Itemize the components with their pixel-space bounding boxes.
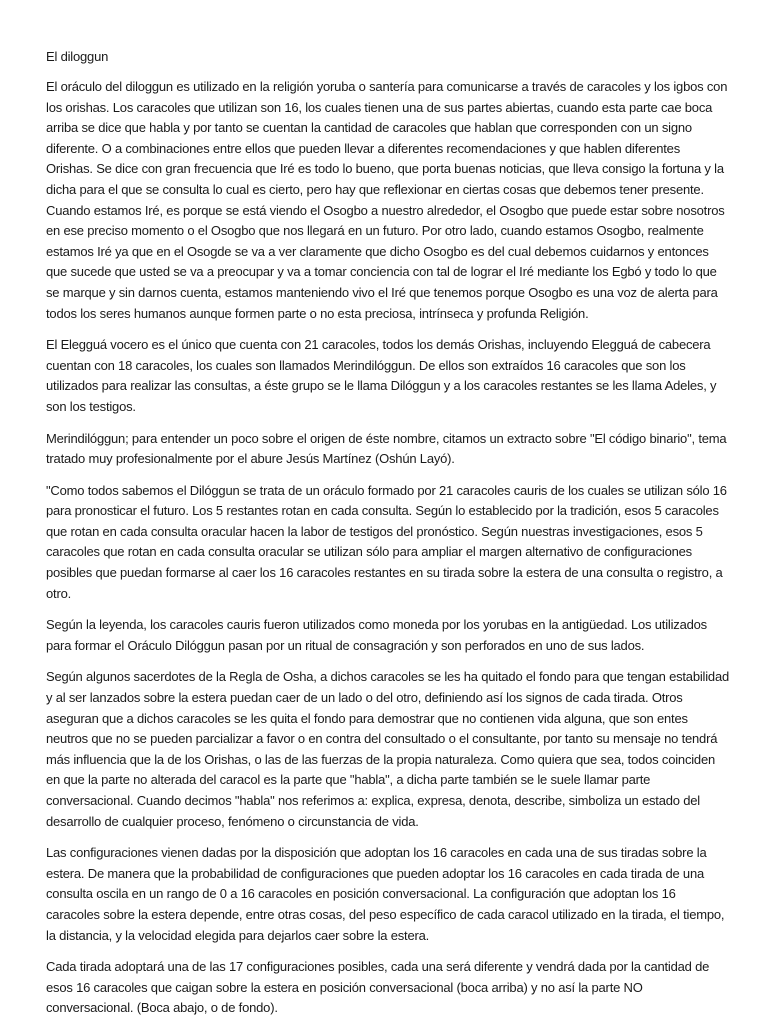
paragraph-7: Las configuraciones vienen dadas por la disposición que adoptan los 16 caracoles en cada una de sus tiradas sobre la estera. De manera que la probabilidad de configuraciones que pueden adoptar los 16 caracoles en cada tirada de una consulta oscila en un rango de 0 a 16 caracoles en posición conversacional. La configuración que adoptan los 16 caracoles sobre la estera depende, entre otras cosas, del peso específico de cada caracol utilizado en la tirada, el tiempo, la distancia, y la velocidad elegida para dejarlos caer sobre la estera. [46, 845, 725, 943]
paragraph-3: Merindilóggun; para entender un poco sobre el origen de éste nombre, citamos un extracto sobre "El código binario", tema tratado muy profesionalmente por el abure Jesús Martínez (Oshún Layó). [46, 430, 727, 467]
paragraph-5: Según la leyenda, los caracoles cauris fueron utilizados como moneda por los yorubas en la antigüedad. Los utilizados para formar el Oráculo Dilóggun pasan por un ritual de consagración y son perforados en uno de sus lados. [46, 617, 707, 653]
paragraph-6: Según algunos sacerdotes de la Regla de Osha, a dichos caracoles se les ha quitado el fondo para que tengan estabilidad y al ser lanzados sobre la estera puedan caer de un lado o del otro, definiendo así los signos de cada tirada. Otros aseguran que a dichos caracoles se les quita el fondo para demostrar que no contienen vida alguna, que son entes neutros que no se pueden parcializar a favor o en contra del consultado o el consultante, por tanto su mensaje no tendrá más influencia que la de los Orishas, o las de las fuerzas de la propia naturaleza. Como quiera que sea, todos coinciden en que la parte no alterada del caracol es la parte que "habla", a dicha parte también se le suele llamar parte conversacional. Cuando decimos "habla" nos referimos a: explica, expresa, denota, describe, simboliza un estado del desarrollo de cualquier proceso, fenómeno o circunstancia de vida. [46, 669, 730, 829]
paragraph-4: "Como todos sabemos el Dilóggun se trata de un oráculo formado por 21 caracoles cauris de los cuales se utilizan sólo 16 para pronosticar el futuro. Los 5 restantes rotan en cada consulta. Según lo establecido por la tradición, esos 5 caracoles que rotan en cada consulta oracular hacen la labor de testigos del pronóstico. Según nuestras investigaciones, esos 5 caracoles que rotan en cada consulta oracular se utilizan sólo para ampliar el margen alternativo de configuraciones posibles que puedan formarse al caer los 16 caracoles restantes en su tirada sobre la estera de una consulta o registro, a otro. [46, 482, 727, 601]
document-title: El diloggun [46, 49, 109, 64]
document-page [46, 47, 730, 1030]
paragraph-8: Cada tirada adoptará una de las 17 configuraciones posibles, cada una será diferente y vendrá dada por la cantidad de esos 16 caracoles que caigan sobre la estera en posición conversacional (boca arriba) y no así la parte NO conversacional. (Boca abajo, o de fondo). [46, 959, 710, 1016]
paragraph-2: El Elegguá vocero es el único que cuenta con 21 caracoles, todos los demás Orishas, incluyendo Elegguá de cabecera cuentan con 18 caracoles, los cuales son llamados Merindilóggun. De ellos son extraídos 16 caracoles que son los utilizados para realizar las consultas, a éste grupo se le llama Dilóggun y a los caracoles restantes se les llama Adeles, y son los testigos. [46, 337, 717, 414]
paragraph-1: El oráculo del diloggun es utilizado en la religión yoruba o santería para comunicarse a través de caracoles y los igbos con los orishas. Los caracoles que utilizan son 16, los cuales tienen una de sus partes abiertas, cuando esta parte cae boca arriba se dice que habla y por tanto se cuentan la cantidad de caracoles que hablan que corresponden con un signo diferente. O a combinaciones entre ellos que pueden llevar a diferentes recomendaciones y que hablen diferentes Orishas. Se dice con gran frecuencia que Iré es todo lo bueno, que porta buenas noticias, que lleva consigo la fortuna y la dicha para el que se consulta lo cual es cierto, pero hay que reflexionar en ciertas cosas que debemos tener presente. Cuando estamos Iré, es porque se está viendo el Osogbo a nuestro alrededor, el Osogbo que puede estar sobre nosotros en ese preciso momento o el Osogbo que nos llegará en un futuro. Por otro lado, cuando estamos Osogbo, realmente estamos Iré ya que en el Osogde se va a ver claramente que dicho Osogbo es del cual debemos cuidarnos y entonces que sucede que usted se va a preocupar y va a tomar conciencia con tal de lograr el Iré mediante los Egbó y todo lo que se marque y sin darnos cuenta, estamos manteniendo vivo el Iré que tenemos porque Osogbo es una voz de alerta para todos los seres humanos aunque formen parte o no esta preciosa, intrínseca y profunda Religión. [46, 79, 728, 321]
